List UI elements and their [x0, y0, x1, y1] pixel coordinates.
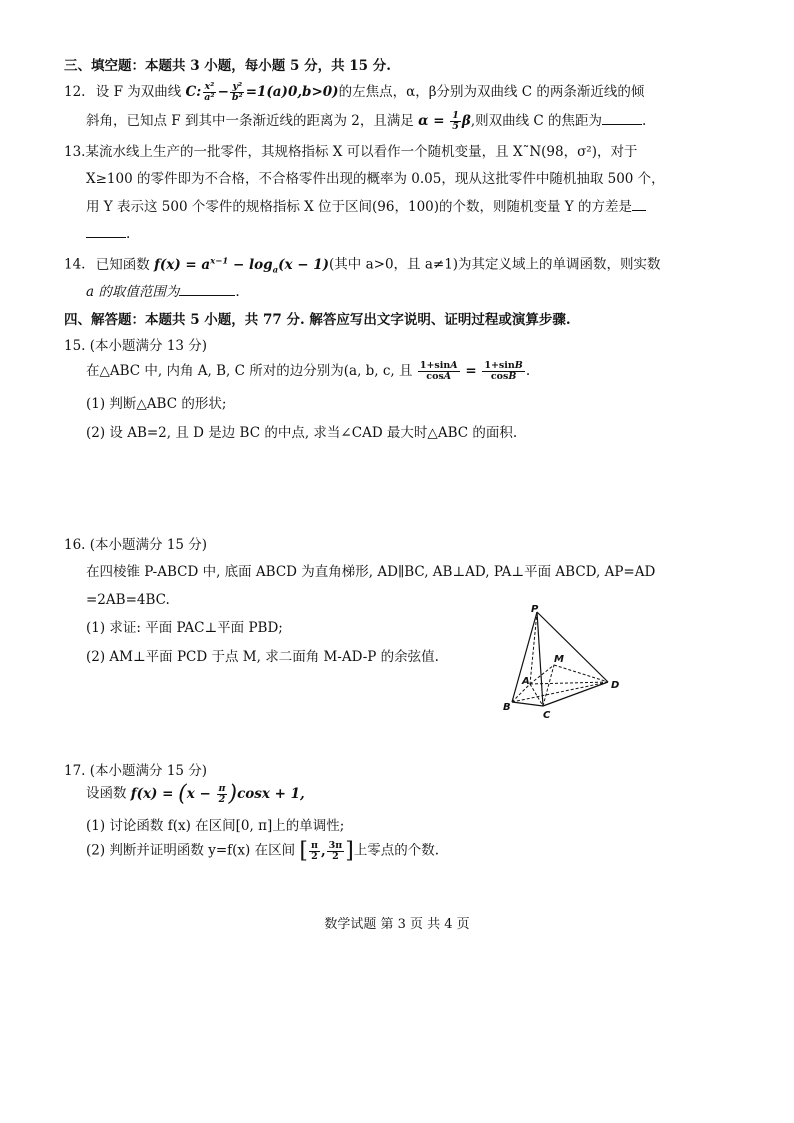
question-14-number: 14.	[64, 256, 86, 273]
answer-blank[interactable]	[632, 209, 646, 211]
question-14-line-1: 14. 已知函数 $f(x) = a^{x-1} - \log_a(x - 1)$(其中 a>0，且 a≠1)为其定义域上的单调函数，则实数	[64, 256, 661, 276]
question-16-part-2: (2) AM⊥平面 PCD 于点 M, 求二面角 M-AD-P 的余弦值.	[86, 649, 439, 665]
section-3-title: 三、填空题：本题共 3 小题，每小题 5 分，共 15 分.	[64, 58, 391, 74]
question-16-header: 16. (本小题满分 15 分)	[64, 537, 208, 553]
sine-cosine-equation: $\frac{1+\sin A}{\cos A}$ = $\frac{1+\sin B}{\cos B}$	[419, 360, 523, 382]
section-4-title: 四、解答题：本题共 5 小题，共 77 分. 解答应写出文字说明、证明过程或演算步骤.	[64, 312, 571, 328]
vertex-label-a: A	[522, 676, 530, 687]
answer-blank[interactable]	[86, 236, 126, 238]
answer-blank[interactable]	[179, 294, 235, 296]
question-17-header: 17. (本小题满分 15 分)	[64, 763, 208, 779]
question-13-line-2: X≥100 的零件即为不合格，不合格零件出现的概率为 0.05，现从这批零件中随机抽取 500 个，	[86, 171, 665, 187]
question-14-line-2: a 的取值范围为 .	[86, 284, 240, 300]
question-13-number: 13.	[64, 144, 86, 160]
point-label-m: M	[554, 654, 564, 665]
vertex-label-d: D	[611, 680, 620, 691]
function-formula: f(x) = (x − $\frac{\pi}{2}$ )cosx + 1,	[130, 781, 305, 806]
vertex-label-c: C	[543, 710, 551, 720]
function-formula: $f(x) = a^{x-1} - \log_a(x - 1)$	[154, 256, 330, 276]
question-17-part-2: (2) 判断并证明函数 y=f(x) 在区间 [ $\frac{\pi}{2}$ , $\frac{3\pi}{2}$ ]上零点的个数.	[86, 838, 440, 863]
question-17-part-1: (1) 讨论函数 f(x) 在区间[0, π]上的单调性;	[86, 818, 345, 834]
question-12-line-2: 斜角，已知点 F 到其中一条渐近线的距离为 2，且满足 α = $\frac{1}{5}$ β,则双曲线 C 的焦距为 .	[86, 110, 647, 132]
vertex-label-p: P	[531, 604, 539, 615]
question-13-line-4: .	[86, 226, 130, 243]
page-footer: 数学试题 第 3 页 共 4 页	[324, 917, 470, 932]
question-15-part-2: (2) 设 AB=2, 且 D 是边 BC 的中点, 求当∠CAD 最大时△ABC 的面积.	[86, 425, 518, 441]
question-16-part-1: (1) 求证: 平面 PAC⊥平面 PBD;	[86, 620, 283, 636]
hyperbola-equation: C: $\frac{\text{x²}}{\text{a²}}$ − $\frac{\text{y²}}{\text{b²}}$ =1(a)0,b>0)	[185, 81, 339, 103]
question-15-line-1: 在△ABC 中, 内角 A, B, C 所对的边分别为(a, b, c, 且 $\frac{1+\sin A}{\cos A}$ = $\frac{1+\sin B}{\cos B}$ .	[86, 360, 531, 382]
question-12-number: 12.	[64, 83, 86, 100]
pyramid-figure	[496, 602, 626, 720]
question-15-part-1: (1) 判断△ABC 的形状;	[86, 396, 227, 412]
answer-blank[interactable]	[602, 123, 642, 125]
angle-relation-formula: α = $\frac{1}{5}$ β	[418, 110, 471, 132]
interval-formula: [ $\frac{\pi}{2}$ , $\frac{3\pi}{2}$ ]	[299, 838, 354, 863]
question-16-line-1: 在四棱锥 P-ABCD 中, 底面 ABCD 为直角梯形, AD∥BC, AB⊥AD, PA⊥平面 ABCD, AP=AD	[86, 564, 656, 580]
question-15-header: 15. (本小题满分 13 分)	[64, 338, 208, 354]
question-16-line-2: =2AB=4BC.	[86, 592, 170, 608]
question-17-line-1: 设函数 f(x) = (x − $\frac{\pi}{2}$ )cosx + 1,	[86, 781, 305, 806]
vertex-label-b: B	[503, 702, 511, 713]
question-12-line-1: 12. 设 F 为双曲线 C: $\frac{\text{x²}}{\text{a²}}$ − $\frac{\text{y²}}{\text{b²}}$ =1(a)0,b>0)的左焦点，α，β分别为双曲线 C 的两条渐近线的倾	[64, 81, 645, 103]
question-13-line-3: 用 Y 表示这 500 个零件的规格指标 X 位于区间(96，100)的个数，则随机变量 Y 的方差是	[86, 199, 646, 216]
question-13-line-1: 13.某流水线上生产的一批零件，其规格指标 X 可以看作一个随机变量，且 X˜N(98，σ²)，对于	[64, 144, 638, 160]
